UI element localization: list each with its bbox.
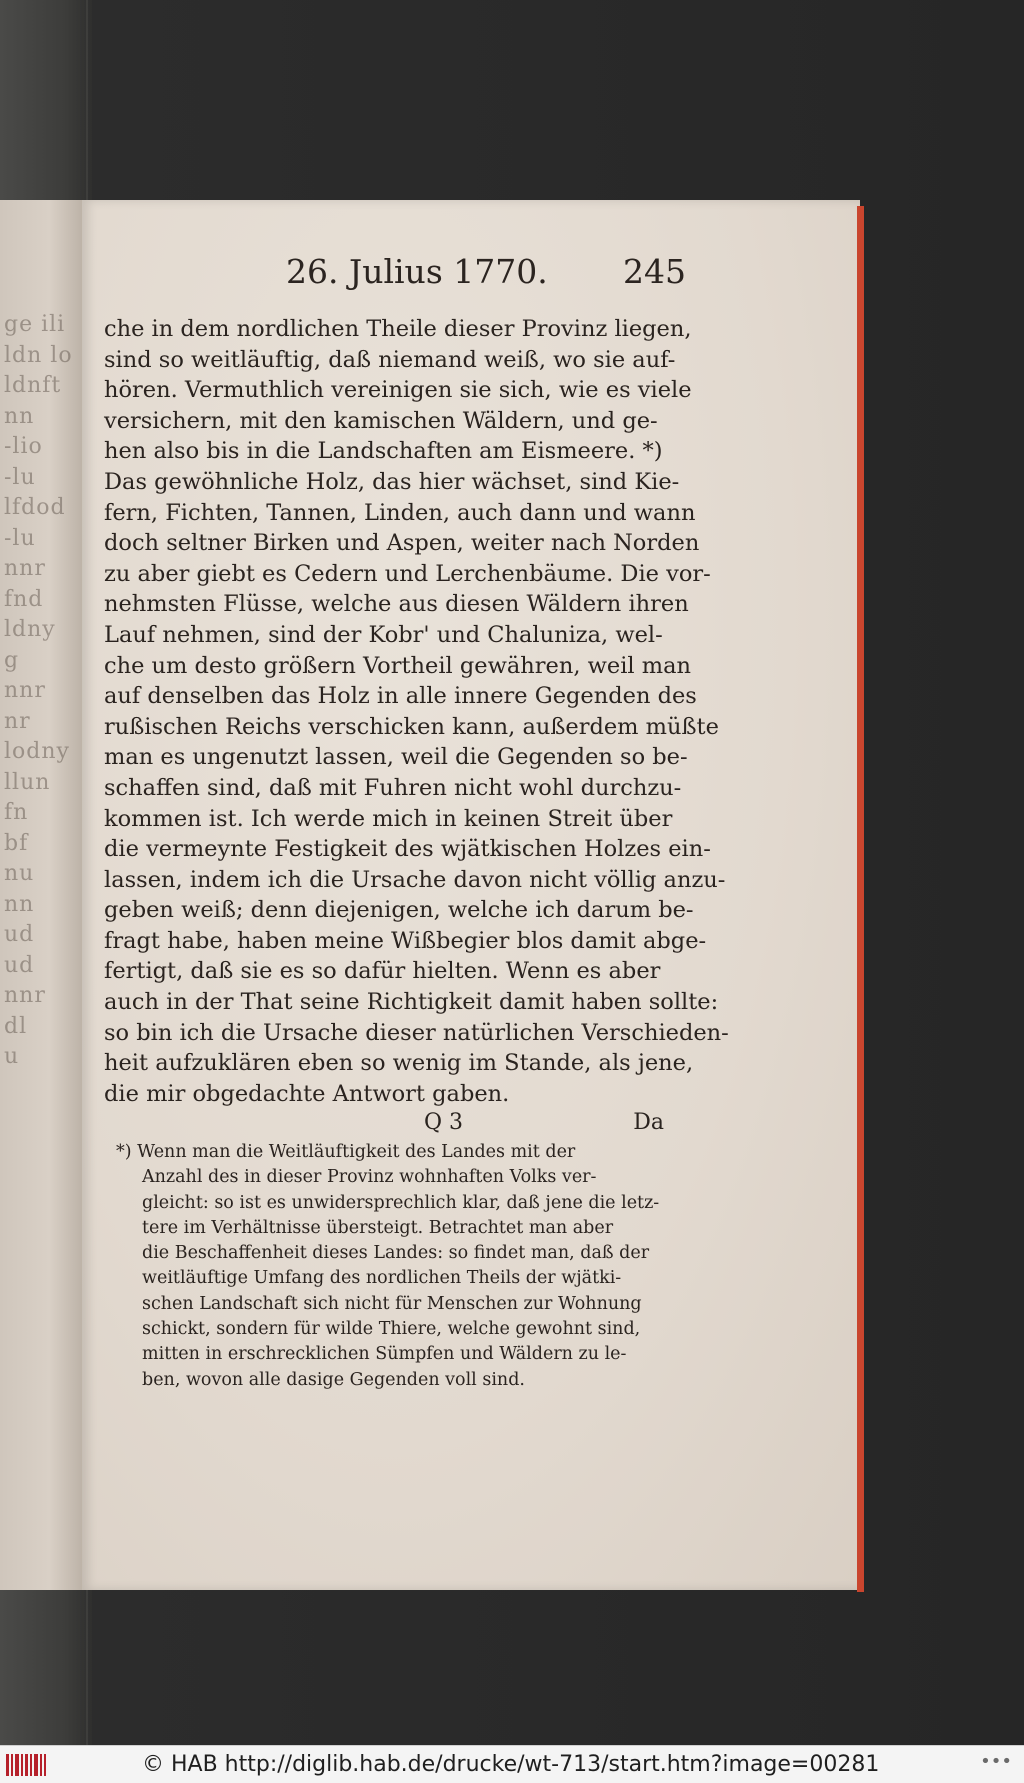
bleed-line: nn [4, 403, 35, 429]
body-line: die mir obgedachte Antwort gaben. [104, 1080, 510, 1107]
body-line: doch seltner Birken und Aspen, weiter nach Norden [104, 530, 700, 557]
bleed-line: llun [4, 769, 51, 795]
bleed-line: lfdod [4, 495, 66, 520]
bleed-line: nu [4, 861, 35, 886]
footnote-line: schen Landschaft sich nicht für Menschen zur Wohnung [142, 1293, 642, 1314]
bleed-line: ge ili [4, 312, 66, 337]
signature-row [104, 1110, 664, 1140]
bleed-through-text [4, 310, 78, 1073]
body-line: sind so weitläuftig, daß niemand weiß, wo sie auf- [104, 346, 676, 373]
bleed-line: ud [4, 922, 35, 947]
body-line: kommen ist. Ich werde mich in keinen Streit über [104, 805, 673, 832]
body-line: rußischen Reichs verschicken kann, außerdem müßte [104, 713, 719, 740]
footnote [116, 1140, 666, 1393]
bleed-line: ud [4, 952, 35, 978]
body-line: auch in der That seine Richtigkeit damit haben sollte: [104, 989, 719, 1016]
catchword: Da [633, 1110, 664, 1135]
footnote-line: die Beschaffenheit dieses Landes: so findet man, daß der [142, 1243, 650, 1264]
footnote-line: gleicht: so ist es unwidersprechlich klar, daß jene die letz- [142, 1192, 660, 1213]
bleed-line: lodny [4, 739, 70, 764]
bleed-line: -lu [4, 525, 36, 551]
source-url-text: © HAB http://diglib.hab.de/drucke/wt-713/start.htm?image=00281 [142, 1752, 880, 1777]
bleed-line: nr [4, 708, 31, 734]
footnote-line: mitten in erschrecklichen Sümpfen und Wäldern zu le- [142, 1344, 627, 1365]
bleed-line: -lio [4, 434, 43, 459]
previous-page-edge [0, 200, 82, 1590]
bleed-line: nnr [4, 556, 46, 581]
header-date: 26. Julius 1770. [286, 252, 548, 291]
bleed-line: u [4, 1044, 20, 1069]
body-line: man es ungenutzt lassen, weil die Gegenden so be- [104, 744, 688, 771]
body-line: schaffen sind, daß mit Fuhren nicht wohl durchzu- [104, 774, 682, 801]
body-line: fragt habe, haben meine Wißbegier blos damit abge- [104, 927, 707, 954]
footnote-line: weitläuftige Umfang des nordlichen Theils der wjätki- [142, 1268, 622, 1289]
body-line: hören. Vermuthlich vereinigen sie sich, wie es viele [104, 377, 692, 404]
body-line: che in dem nordlichen Theile dieser Provinz liegen, [104, 316, 692, 342]
page-red-edge [857, 206, 864, 1592]
body-line: fern, Fichten, Tannen, Linden, auch dann und wann [104, 499, 696, 526]
bleed-line: nnr [4, 983, 46, 1008]
body-line: so bin ich die Ursache dieser natürlichen Verschieden- [104, 1019, 729, 1046]
viewer-status-bar [0, 1745, 1024, 1783]
bleed-line: dl [4, 1013, 28, 1039]
body-line: auf denselben das Holz in alle innere Gegenden des [104, 683, 697, 710]
body-line: che um desto größern Vortheil gewähren, weil man [104, 652, 691, 679]
bleed-line: bf [4, 830, 29, 856]
bleed-line: fnd [4, 586, 44, 612]
bleed-line: nnr [4, 678, 46, 703]
bleed-line: -lu [4, 464, 36, 490]
hab-barcode-logo-icon [6, 1752, 46, 1778]
running-header [286, 252, 686, 296]
bleed-line: fn [4, 800, 29, 825]
body-line: heit aufzuklären eben so wenig im Stande, als jene, [104, 1050, 694, 1077]
body-line: nehmsten Flüsse, welche aus diesen Wäldern ihren [104, 591, 689, 618]
body-line: Das gewöhnliche Holz, das hier wächset, sind Kie- [104, 468, 680, 495]
body-line: hen also bis in die Landschaften am Eismeere. *) [104, 438, 663, 465]
ellipsis-icon[interactable]: ••• [980, 1751, 1012, 1772]
bleed-line: nn [4, 891, 35, 917]
bleed-line: ldnft [4, 373, 62, 398]
bleed-line: g [4, 647, 20, 673]
body-text [104, 314, 729, 1109]
footnote-line: tere im Verhältnisse übersteigt. Betrachtet man aber [142, 1217, 614, 1238]
footnote-line: schickt, sondern für wilde Thiere, welche gewohnt sind, [142, 1319, 641, 1340]
footnote-line: *) Wenn man die Weitläuftigkeit des Landes mit der [116, 1142, 576, 1162]
bleed-line: ldn lo [4, 342, 73, 368]
body-line: geben weiß; denn diejenigen, welche ich darum be- [104, 897, 694, 924]
body-line: fertigt, daß sie es so dafür hielten. Wenn es aber [104, 958, 661, 985]
page-number: 245 [623, 252, 686, 291]
body-line: die vermeynte Festigkeit des wjätkischen Holzes ein- [104, 836, 711, 863]
footnote-line: Anzahl des in dieser Provinz wohnhaften Volks ver- [142, 1167, 597, 1188]
body-line: Lauf nehmen, sind der Kobr' und Chaluniza, wel- [104, 621, 663, 648]
body-line: lassen, indem ich die Ursache davon nicht völlig anzu- [104, 866, 726, 893]
signature-mark: Q 3 [424, 1110, 464, 1135]
footnote-line: ben, wovon alle dasige Gegenden voll sind. [142, 1369, 525, 1390]
bleed-line: ldny [4, 617, 56, 642]
body-line: zu aber giebt es Cedern und Lerchenbäume. Die vor- [104, 560, 711, 587]
body-line: versichern, mit den kamischen Wäldern, und ge- [104, 407, 658, 434]
